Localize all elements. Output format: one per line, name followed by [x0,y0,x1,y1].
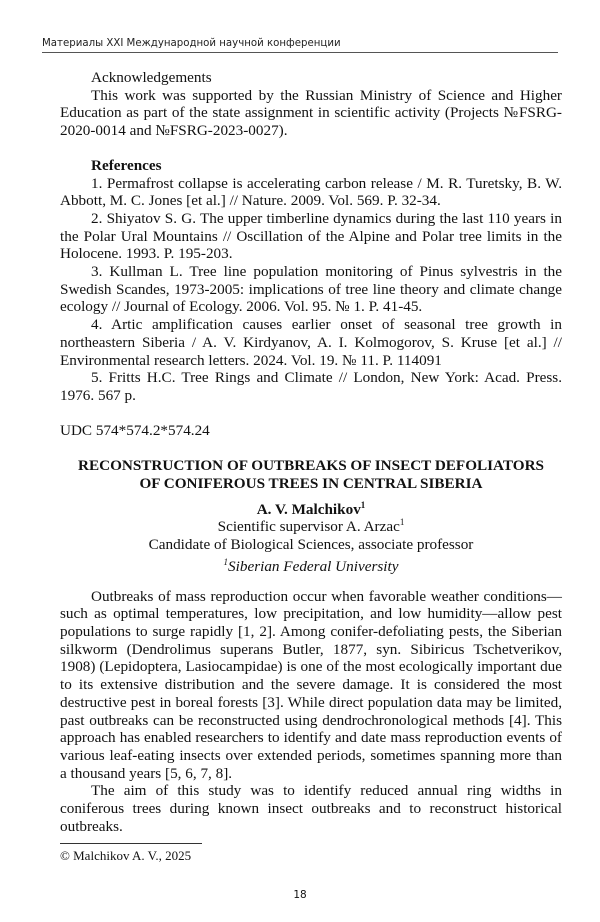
supervisor-title: Candidate of Biological Sciences, associate professor [148,536,474,554]
udc-code [60,422,562,440]
acknowledgements-text: This work was supported by the Russian Ministry of Science and Higher Education as part of the state assignment in scientific activity (Projects №FSRG-2020-0014 and №FSRG-2023-0027). [60,86,562,140]
body-paragraph: Outbreaks of mass reproduction occur when favorable weather conditions—such as optimal temperatures, low precipitation, and low humidity—allow pest populations to surge rapidly [1, 2]. Among conifer-defoliating pests, the Siberian silkworm (Dendrolimus superans Butler, 1877, syn. Sibiricus Tschetverikov, 1908) (Lepidoptera, Lasiocampidae) is one of the most ecologically important due to its extensive distribution and the severe damage. It is considered the most destructive pest in boreal forests [3]. While direct population data may be limited, past outbreaks can be reconstructed using dendrochronological methods [4]. This approach has enabled researchers to identify and date mass reproduction events of various leaf-eating insects over extended periods, sometimes spanning more than a thousand years [5, 6, 7, 8]. [60,587,562,782]
author-superscript: 1 [360,499,366,510]
references-heading: References [91,156,162,174]
article-title-line-2: OF CONIFEROUS TREES IN CENTRAL SIBERIA [139,475,483,493]
affiliation [60,558,562,576]
article-body [60,588,562,836]
reference-item: 3. Kullman L. Tree line population monitoring of Pinus sylvestris in the Swedish Scandes, 1973-2005: implications of tree line theory and climate change ecology // Journal of Ecology. 2006. Vol. 95. № 1. P. 41-45. [60,263,562,316]
references-section [60,157,562,405]
header-rule [42,52,558,53]
article-title-line-1: RECONSTRUCTION OF OUTBREAKS OF INSECT DEFOLIATORS [78,457,544,475]
author [60,501,562,519]
affiliation-name: Siberian Federal University [228,557,399,575]
page-number: 18 [293,889,307,902]
reference-item: 2. Shiyatov S. G. The upper timberline dynamics during the last 110 years in the Polar Ural Mountains // Oscillation of the Alpine and Polar tree limits in the Holocene. 1993. P. 195-203. [60,209,562,263]
footnote-rule [60,843,202,844]
acknowledgements-heading: Acknowledgements [91,69,212,86]
udc-text: UDC 574*574.2*574.24 [60,421,210,439]
body-paragraph: The aim of this study was to identify reduced annual ring widths in coniferous trees during known insect outbreaks and to reconstruct historical outbreaks. [60,782,562,835]
copyright-footnote: © Malchikov A. V., 2025 [60,848,192,864]
acknowledgements-section [60,69,562,140]
article-heading [60,457,562,575]
footnote [60,848,562,864]
supervisor-superscript: 1 [399,517,405,528]
affiliation-superscript: 1 [223,556,229,567]
supervisor-name: Scientific supervisor A. Arzac [217,518,400,536]
supervisor [60,518,562,536]
running-header: Материалы XXI Международной научной конференции [42,38,341,49]
author-name: A. V. Malchikov [256,500,361,518]
reference-item: 5. Fritts H.C. Tree Rings and Climate // London, New York: Acad. Press. 1976. 567 p. [60,369,562,404]
reference-item: 1. Permafrost collapse is accelerating carbon release / M. R. Turetsky, B. W. Abbott, M. C. Jones [et al.] // Nature. 2009. Vol. 569. P. 32-34. [60,174,562,210]
reference-item: 4. Artic amplification causes earlier onset of seasonal tree growth in northeastern Siberia / A. V. Kirdyanov, A. I. Kolmogorov, S. Kruse [et al.] // Environmental research letters. 2024. Vol. 19. № 11. P. 114091 [60,316,562,369]
